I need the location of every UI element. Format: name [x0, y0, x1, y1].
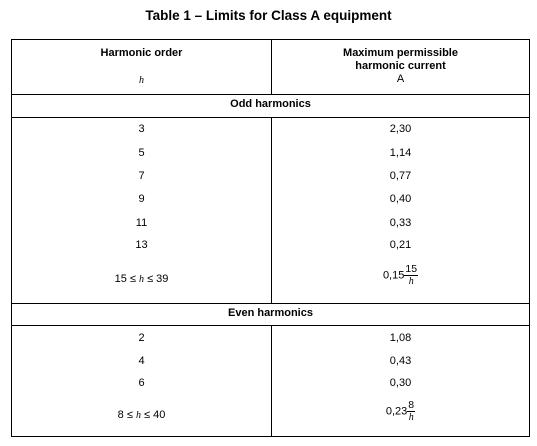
- range-prefix: 15 ≤: [114, 273, 136, 285]
- header-max-current-line1: Maximum permissible: [343, 47, 458, 59]
- odd-order-cell: 13: [135, 239, 148, 251]
- even-order-cell: 6: [138, 377, 145, 389]
- odd-current-cell: 0,40: [389, 193, 412, 205]
- odd-current-cell: 1,14: [389, 147, 412, 159]
- fraction-numerator: 15: [405, 263, 418, 275]
- odd-order-cell: 3: [138, 123, 145, 135]
- header-max-current-line2: harmonic current: [355, 60, 446, 72]
- fraction-denominator: h: [408, 412, 414, 423]
- range-suffix: ≤ 39: [147, 273, 169, 285]
- fraction-numerator: 8: [408, 399, 415, 411]
- odd-current-cell: 0,77: [389, 170, 412, 182]
- odd-order-cell: 7: [138, 170, 145, 182]
- odd-current-cell: 0,33: [389, 217, 412, 229]
- divider: [12, 303, 529, 304]
- header-unit: A: [396, 73, 405, 85]
- section-even-harmonics: Even harmonics: [228, 307, 313, 319]
- even-order-cell: 2: [138, 332, 145, 344]
- odd-formula-cell: [272, 264, 529, 287]
- fraction-denominator: h: [408, 276, 414, 287]
- header-harmonic-symbol: h: [139, 75, 144, 86]
- odd-order-cell: 5: [138, 147, 145, 159]
- range-symbol: h: [139, 274, 144, 285]
- odd-current-cell: 0,21: [389, 239, 412, 251]
- limits-table: [11, 39, 530, 437]
- even-current-cell: 0,43: [389, 355, 412, 367]
- odd-order-cell: 11: [135, 217, 148, 229]
- even-current-cell: 0,30: [389, 377, 412, 389]
- odd-current-cell: 2,30: [389, 123, 412, 135]
- range-symbol: h: [135, 410, 141, 421]
- divider: [12, 94, 529, 95]
- column-divider: [271, 40, 272, 94]
- formula-fraction: [404, 264, 418, 287]
- odd-order-cell: 9: [138, 193, 145, 205]
- odd-range-cell: [12, 273, 271, 286]
- section-odd-harmonics: Odd harmonics: [230, 98, 311, 110]
- even-formula-cell: [272, 400, 529, 423]
- column-divider: [271, 117, 272, 303]
- table-title: Table 1 – Limits for Class A equipment: [145, 8, 392, 23]
- range-suffix: ≤ 40: [144, 409, 166, 421]
- formula-coefficient: 0,23: [385, 405, 408, 418]
- even-range-cell: [12, 409, 271, 422]
- header-harmonic-order: Harmonic order: [100, 47, 183, 59]
- even-current-cell: 1,08: [389, 332, 412, 344]
- even-order-cell: 4: [138, 355, 145, 367]
- formula-coefficient: 0,15: [382, 269, 405, 282]
- formula-fraction: [407, 400, 415, 423]
- range-prefix: 8 ≤: [117, 409, 133, 421]
- column-divider: [271, 325, 272, 436]
